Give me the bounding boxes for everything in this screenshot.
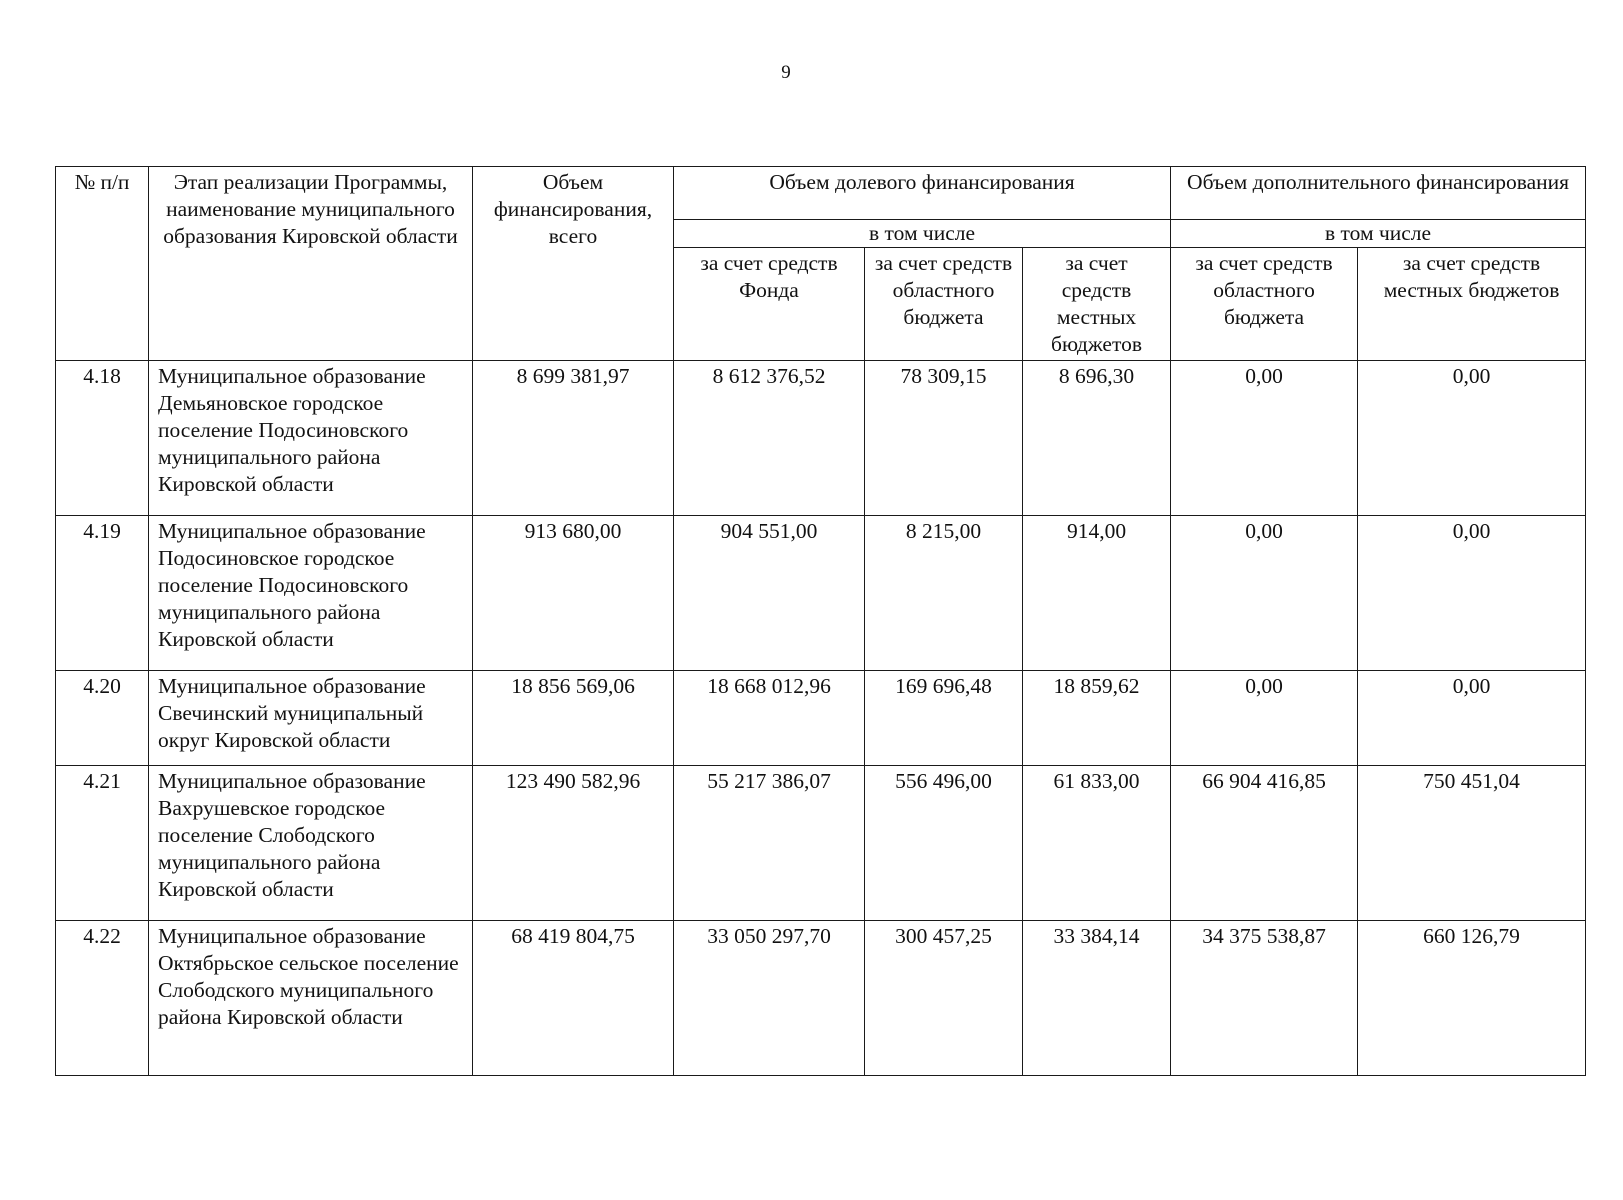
additional-local-amount: 750 451,04 — [1358, 766, 1586, 921]
row-number: 4.20 — [56, 671, 149, 766]
table-row — [56, 361, 1586, 516]
table-row — [56, 921, 1586, 1076]
header-fund: за счет средств Фонда — [674, 248, 865, 361]
municipality-name: Муниципальное образование Демьяновское городское поселение Подосиновского муниципального района Кировской области — [149, 361, 473, 516]
header-regional-budget: за счет средств областного бюджета — [865, 248, 1023, 361]
page-number: 9 — [781, 62, 791, 83]
table-row — [56, 516, 1586, 671]
row-number: 4.22 — [56, 921, 149, 1076]
additional-regional-amount: 0,00 — [1171, 361, 1358, 516]
header-local-budgets: за счет средств местных бюджетов — [1023, 248, 1171, 361]
regional-amount: 8 215,00 — [865, 516, 1023, 671]
header-stage: Этап реализации Программы, наименование муниципального образования Кировской области — [149, 167, 473, 361]
fund-amount: 904 551,00 — [674, 516, 865, 671]
total-amount: 18 856 569,06 — [473, 671, 674, 766]
additional-regional-amount: 0,00 — [1171, 516, 1358, 671]
financing-table — [55, 166, 1586, 1076]
header-additional-including: в том числе — [1171, 220, 1586, 248]
total-amount: 8 699 381,97 — [473, 361, 674, 516]
table-row — [56, 671, 1586, 766]
fund-amount: 55 217 386,07 — [674, 766, 865, 921]
local-amount: 8 696,30 — [1023, 361, 1171, 516]
fund-amount: 8 612 376,52 — [674, 361, 865, 516]
municipality-name: Муниципальное образование Свечинский муниципальный округ Кировской области — [149, 671, 473, 766]
total-amount: 913 680,00 — [473, 516, 674, 671]
local-amount: 33 384,14 — [1023, 921, 1171, 1076]
additional-regional-amount: 0,00 — [1171, 671, 1358, 766]
table-body — [56, 361, 1586, 1076]
regional-amount: 78 309,15 — [865, 361, 1023, 516]
fund-amount: 18 668 012,96 — [674, 671, 865, 766]
additional-regional-amount: 66 904 416,85 — [1171, 766, 1358, 921]
municipality-name: Муниципальное образование Октябрьское сельское поселение Слободского муниципального района Кировской области — [149, 921, 473, 1076]
total-amount: 123 490 582,96 — [473, 766, 674, 921]
header-additional-regional-budget: за счет средств областного бюджета — [1171, 248, 1358, 361]
header-additional-local-budgets: за счет средств местных бюджетов — [1358, 248, 1586, 361]
regional-amount: 556 496,00 — [865, 766, 1023, 921]
table-row — [56, 766, 1586, 921]
header-shared-financing: Объем долевого финансирования — [674, 167, 1171, 220]
local-amount: 914,00 — [1023, 516, 1171, 671]
fund-amount: 33 050 297,70 — [674, 921, 865, 1076]
row-number: 4.19 — [56, 516, 149, 671]
additional-local-amount: 0,00 — [1358, 516, 1586, 671]
local-amount: 61 833,00 — [1023, 766, 1171, 921]
header-shared-including: в том числе — [674, 220, 1171, 248]
header-number: № п/п — [56, 167, 149, 361]
municipality-name: Муниципальное образование Вахрушевское городское поселение Слободского муниципального района Кировской области — [149, 766, 473, 921]
table-header — [56, 167, 1586, 361]
header-total: Объем финансирования, всего — [473, 167, 674, 361]
row-number: 4.21 — [56, 766, 149, 921]
header-additional-financing: Объем дополнительного финансирования — [1171, 167, 1586, 220]
regional-amount: 169 696,48 — [865, 671, 1023, 766]
additional-local-amount: 0,00 — [1358, 671, 1586, 766]
municipality-name: Муниципальное образование Подосиновское городское поселение Подосиновского муниципального района Кировской области — [149, 516, 473, 671]
additional-local-amount: 660 126,79 — [1358, 921, 1586, 1076]
total-amount: 68 419 804,75 — [473, 921, 674, 1076]
local-amount: 18 859,62 — [1023, 671, 1171, 766]
additional-local-amount: 0,00 — [1358, 361, 1586, 516]
additional-regional-amount: 34 375 538,87 — [1171, 921, 1358, 1076]
regional-amount: 300 457,25 — [865, 921, 1023, 1076]
row-number: 4.18 — [56, 361, 149, 516]
